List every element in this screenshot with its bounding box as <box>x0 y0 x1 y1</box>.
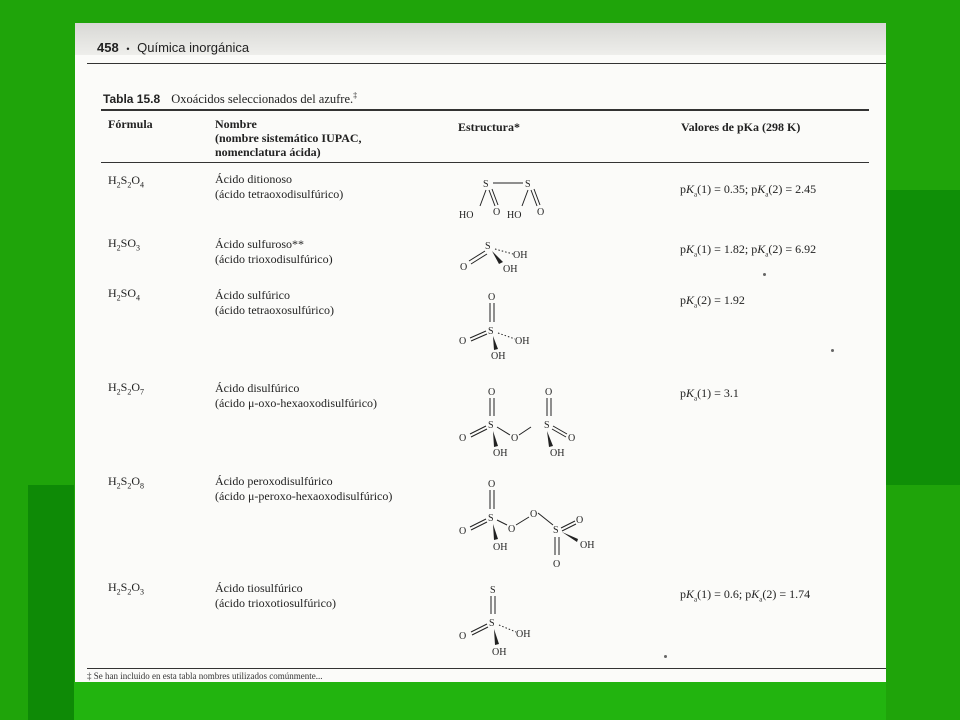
footnote-rule <box>87 668 886 669</box>
scanned-page <box>75 23 886 682</box>
atom-o: O <box>553 559 561 570</box>
table-top-rule <box>101 109 869 111</box>
atom-o: O <box>493 207 501 218</box>
acid-name: Ácido peroxodisulfúrico <box>215 474 333 488</box>
background-block <box>886 190 960 485</box>
atom-o: O <box>459 336 467 347</box>
atom-oh: OH <box>516 629 531 640</box>
atom-oh: OH <box>493 542 508 553</box>
atom-s: S <box>490 585 496 596</box>
footnote: ‡ Se han incluido en esta tabla nombres utilizados comúnmente... <box>87 671 323 681</box>
atom-o: O <box>545 387 553 398</box>
pka-value: $pK_a(1) = 0.6$; $pK_a(2) = 1.74$ <box>680 587 811 604</box>
atom-oh: OH <box>493 448 508 459</box>
acid-name: Ácido disulfúrico <box>215 381 300 395</box>
structure-peroxodisulfurico <box>455 475 625 570</box>
atom-oh: OH <box>550 448 565 459</box>
atom-s: S <box>488 326 494 337</box>
atom-o: O <box>508 524 516 535</box>
scan-speck <box>831 349 834 352</box>
atom-oh: OH <box>515 336 530 347</box>
structure-sulfurico <box>455 288 555 363</box>
table-title <box>103 91 357 107</box>
structure-disulfurico <box>455 383 585 463</box>
atom-s: S <box>485 241 491 252</box>
atom-o: O <box>568 433 576 444</box>
formula-h2so3: $H_2SO_3$ <box>108 236 141 253</box>
scan-speck <box>664 655 667 658</box>
atom-oh: OH <box>491 351 506 362</box>
atom-o: O <box>488 292 496 303</box>
header-name <box>215 117 362 159</box>
atom-s: S <box>525 179 531 190</box>
table-caption: Oxoácidos seleccionados del azufre. <box>171 92 354 107</box>
name-cell <box>215 381 377 411</box>
atom-oh: OH <box>503 264 518 275</box>
page-header <box>97 40 249 55</box>
atom-s: S <box>544 420 550 431</box>
atom-o: O <box>488 479 496 490</box>
title-footnote-mark: ‡ <box>353 91 358 100</box>
atom-s: S <box>488 513 494 524</box>
atom-o: O <box>511 433 519 444</box>
atom-o: O <box>459 526 467 537</box>
atom-o: O <box>576 515 584 526</box>
atom-o: O <box>460 262 468 273</box>
atom-s: S <box>489 618 495 629</box>
header-bottom-rule <box>101 162 869 163</box>
atom-o: O <box>537 207 545 218</box>
atom-s: S <box>553 525 559 536</box>
name-cell <box>215 474 392 504</box>
systematic-name: (ácido μ-oxo-hexaoxodisulfúrico) <box>215 396 378 410</box>
name-cell <box>215 237 333 267</box>
atom-o: O <box>459 631 467 642</box>
atom-o: O <box>488 387 496 398</box>
pka-value: $pK_a(1) = 0.35$; $pK_a(2) = 2.45$ <box>680 182 817 199</box>
header-formula: Fórmula <box>108 117 153 131</box>
header-structure: Estructura* <box>458 120 520 134</box>
atom-oh: OH <box>492 647 507 658</box>
background-block <box>74 682 886 720</box>
pka-value: $pK_a(1) = 3.1$ <box>680 386 739 403</box>
atom-oh: HO <box>459 210 474 221</box>
header-pka: Valores de pKa (298 K) <box>681 120 801 134</box>
acid-name: Ácido sulfúrico <box>215 288 290 302</box>
atom-o: O <box>530 509 538 520</box>
acid-name: Ácido sulfuroso** <box>215 237 304 251</box>
table-label: Tabla 15.8 <box>103 92 161 107</box>
book-title: Química inorgánica <box>137 40 250 55</box>
systematic-name: (ácido tetraoxosulfúrico) <box>215 303 334 317</box>
name-cell <box>215 172 343 202</box>
header-name-line: nomenclatura ácida) <box>215 145 321 159</box>
formula-h2s2o3: $H_2S_2O_3$ <box>108 580 145 597</box>
acid-name: Ácido ditionoso <box>215 172 292 186</box>
systematic-name: (ácido tetraoxodisulfúrico) <box>215 187 344 201</box>
systematic-name: (ácido μ-peroxo-hexaoxodisulfúrico) <box>215 489 393 503</box>
atom-oh: OH <box>513 250 528 261</box>
formula-h2s2o8: $H_2S_2O_8$ <box>108 474 145 491</box>
pka-value: $pK_a(1) = 1.82$; $pK_a(2) = 6.92$ <box>680 242 817 259</box>
formula-h2so4: $H_2SO_4$ <box>108 286 141 303</box>
structure-tiosulfurico <box>455 581 555 661</box>
background-block <box>28 485 74 720</box>
atom-oh: HO <box>507 210 522 221</box>
name-cell <box>215 288 334 318</box>
atom-s: S <box>483 179 489 190</box>
pka-value: $pK_a(2) = 1.92$ <box>680 293 745 310</box>
systematic-name: (ácido trioxodisulfúrico) <box>215 252 333 266</box>
structure-ditionoso <box>455 173 555 223</box>
atom-o: O <box>459 433 467 444</box>
systematic-name: (ácido trioxotiosulfúrico) <box>215 596 336 610</box>
header-name-line: Nombre <box>215 117 257 131</box>
scan-speck <box>763 273 766 276</box>
atom-oh: OH <box>580 540 595 551</box>
page-number: 458 <box>97 40 119 55</box>
name-cell <box>215 581 336 611</box>
header-name-line: (nombre sistemático IUPAC, <box>215 131 362 145</box>
acid-name: Ácido tiosulfúrico <box>215 581 303 595</box>
structure-sulfuroso <box>455 237 555 277</box>
formula-h2s2o4: $H_2S_2O_4$ <box>108 173 145 190</box>
header-rule <box>87 63 886 64</box>
atom-s: S <box>488 420 494 431</box>
formula-h2s2o7: $H_2S_2O_7$ <box>108 380 145 397</box>
header-separator: • <box>126 44 130 54</box>
